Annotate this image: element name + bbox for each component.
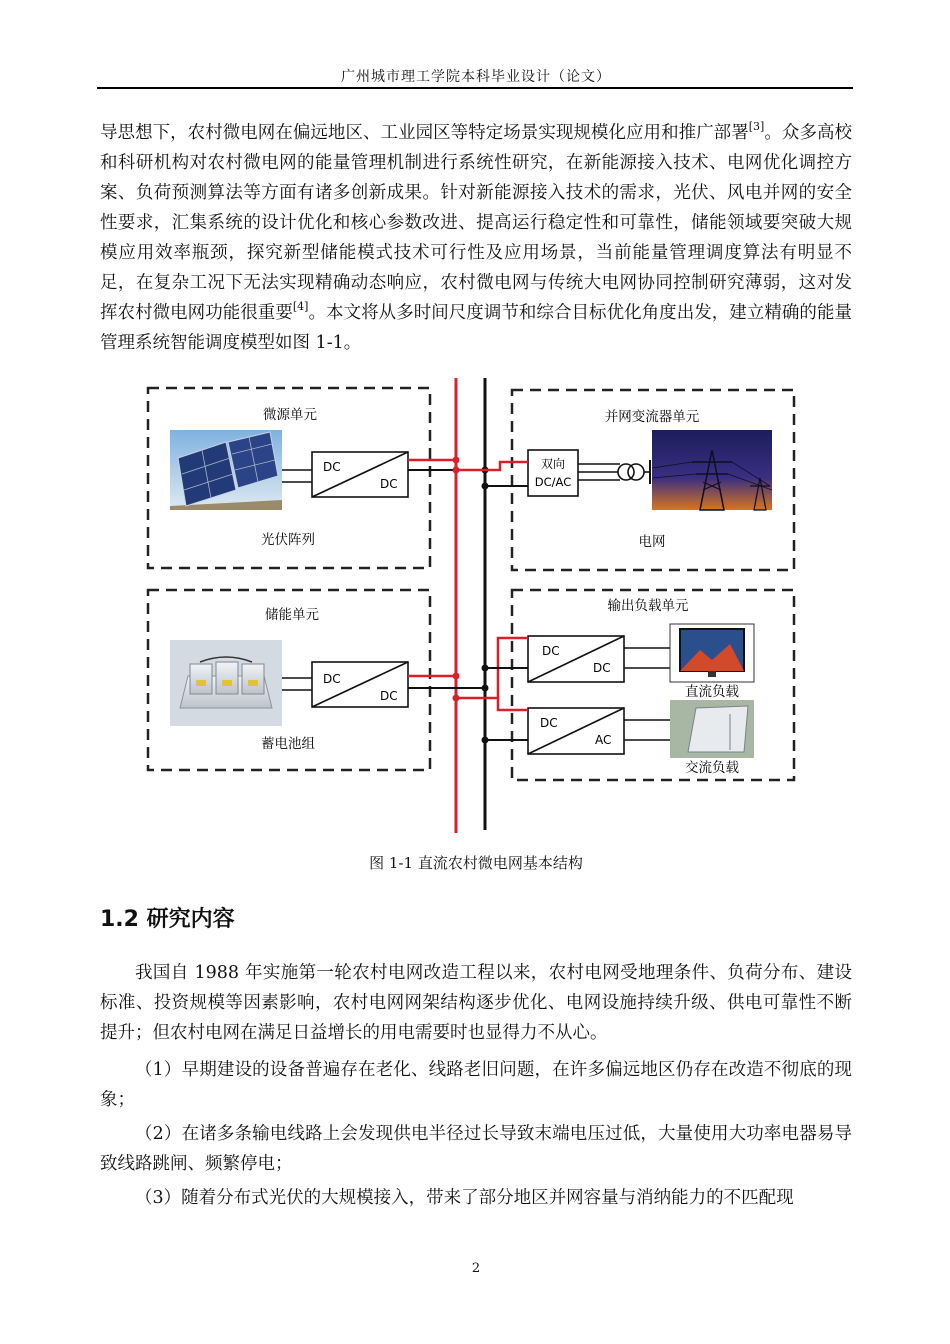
dc-load-image <box>670 624 754 682</box>
body-paragraph-3: （2）在诸多条输电线路上会发现供电半径过长导致末端电压过低，大量使用大功率电器易导致线路跳闸、频繁停电； <box>100 1124 852 1174</box>
intro-text-3: 。本文将从多时间尺度调节和综合目标优化角度出发，建立精确的能量管理系统智能调度模型如图 1-1。 <box>100 303 853 353</box>
intro-text-2: 。众多高校和科研机构对农村微电网的能量管理机制进行系统性研究，在新能源接入技术、电网优化调控方案、负荷预测算法等方面有诸多创新成果。针对新能源接入技术的需求，光伏、风电并网的安全性要求，汇集系统的设计优化和核心参数改进、提高运行稳定性和可靠性，储能领域要突破大规模应用效率瓶颈，探究新型储能模式技术可行性及应用场景，当前能量管理调度算法有明显不足，在复杂工况下无法实现精确动态响应，农村微电网与传统大电网协同控制研究薄弱，这对发挥农村微电网功能很重要 <box>100 123 853 323</box>
grid-dcac-converter <box>528 450 578 496</box>
pv-dcdc-converter <box>312 452 408 497</box>
intro-text-1: 导思想下，农村微电网在偏远地区、工业园区等特定场景实现规模化应用和推广部署 <box>100 123 749 143</box>
storage-dcdc-converter <box>312 662 408 707</box>
pv-converter-dc-out: DC <box>380 477 398 491</box>
storage-converter-dc-out: DC <box>380 689 398 703</box>
grid-label: 电网 <box>638 534 666 550</box>
page-header: 广州城市理工学院本科毕业设计（论文） <box>341 69 611 85</box>
citation-3: [3] <box>748 120 765 133</box>
bidirectional-label: 双向 <box>540 457 566 471</box>
power-grid-image <box>652 430 772 510</box>
ac-load-image <box>670 700 754 758</box>
ac-load-label: 交流负载 <box>685 760 739 776</box>
section-heading: 1.2 研究内容 <box>100 907 235 932</box>
output-load-title: 输出负载单元 <box>607 598 689 614</box>
pv-array-label: 光伏阵列 <box>261 532 315 548</box>
load-dcac-in: DC <box>540 716 558 730</box>
pv-panel-image <box>170 430 282 510</box>
figure-caption: 图 1-1 直流农村微电网基本结构 <box>369 854 583 872</box>
load-dcdc-out: DC <box>593 661 611 675</box>
body-paragraph-4: （3）随着分布式光伏的大规模接入，带来了部分地区并网容量与消纳能力的不匹配现 <box>135 1188 794 1208</box>
dcac-label: DC/AC <box>534 475 572 489</box>
body-paragraph-2: （1）早期建设的设备普遍存在老化、线路老旧问题，在许多偏远地区仍存在改造不彻底的现象； <box>100 1060 852 1110</box>
grid-converter-title: 并网变流器单元 <box>604 409 700 425</box>
load-dcac-out: AC <box>595 733 612 747</box>
storage-converter-dc-in: DC <box>323 672 341 686</box>
micro-source-title: 微源单元 <box>263 407 317 423</box>
citation-4: [4] <box>292 300 309 313</box>
load-dcdc-in: DC <box>542 644 560 658</box>
storage-title: 储能单元 <box>265 607 319 623</box>
page-number: 2 <box>471 1261 481 1276</box>
pv-converter-dc-in: DC <box>323 460 341 474</box>
header-divider <box>97 87 853 89</box>
load-dcdc-converter <box>528 636 624 682</box>
transformer-symbol <box>618 460 650 484</box>
body-paragraph-1: 我国自 1988 年实施第一轮农村电网改造工程以来，农村电网受地理条件、负荷分布、建设标准、投资规模等因素影响，农村电网网架结构逐步优化、电网设施持续升级、供电可靠性不断提升；但农村电网在满足日益增长的用电需要时也显得力不从心。 <box>100 963 852 1043</box>
grid-positive-link <box>456 462 528 470</box>
intro-paragraph <box>100 118 852 358</box>
dc-load-label: 直流负载 <box>685 684 739 700</box>
microgrid-structure-figure <box>140 378 810 833</box>
load-dcac-converter <box>528 708 624 754</box>
battery-bank-image <box>170 640 282 726</box>
battery-bank-label: 蓄电池组 <box>261 736 315 752</box>
